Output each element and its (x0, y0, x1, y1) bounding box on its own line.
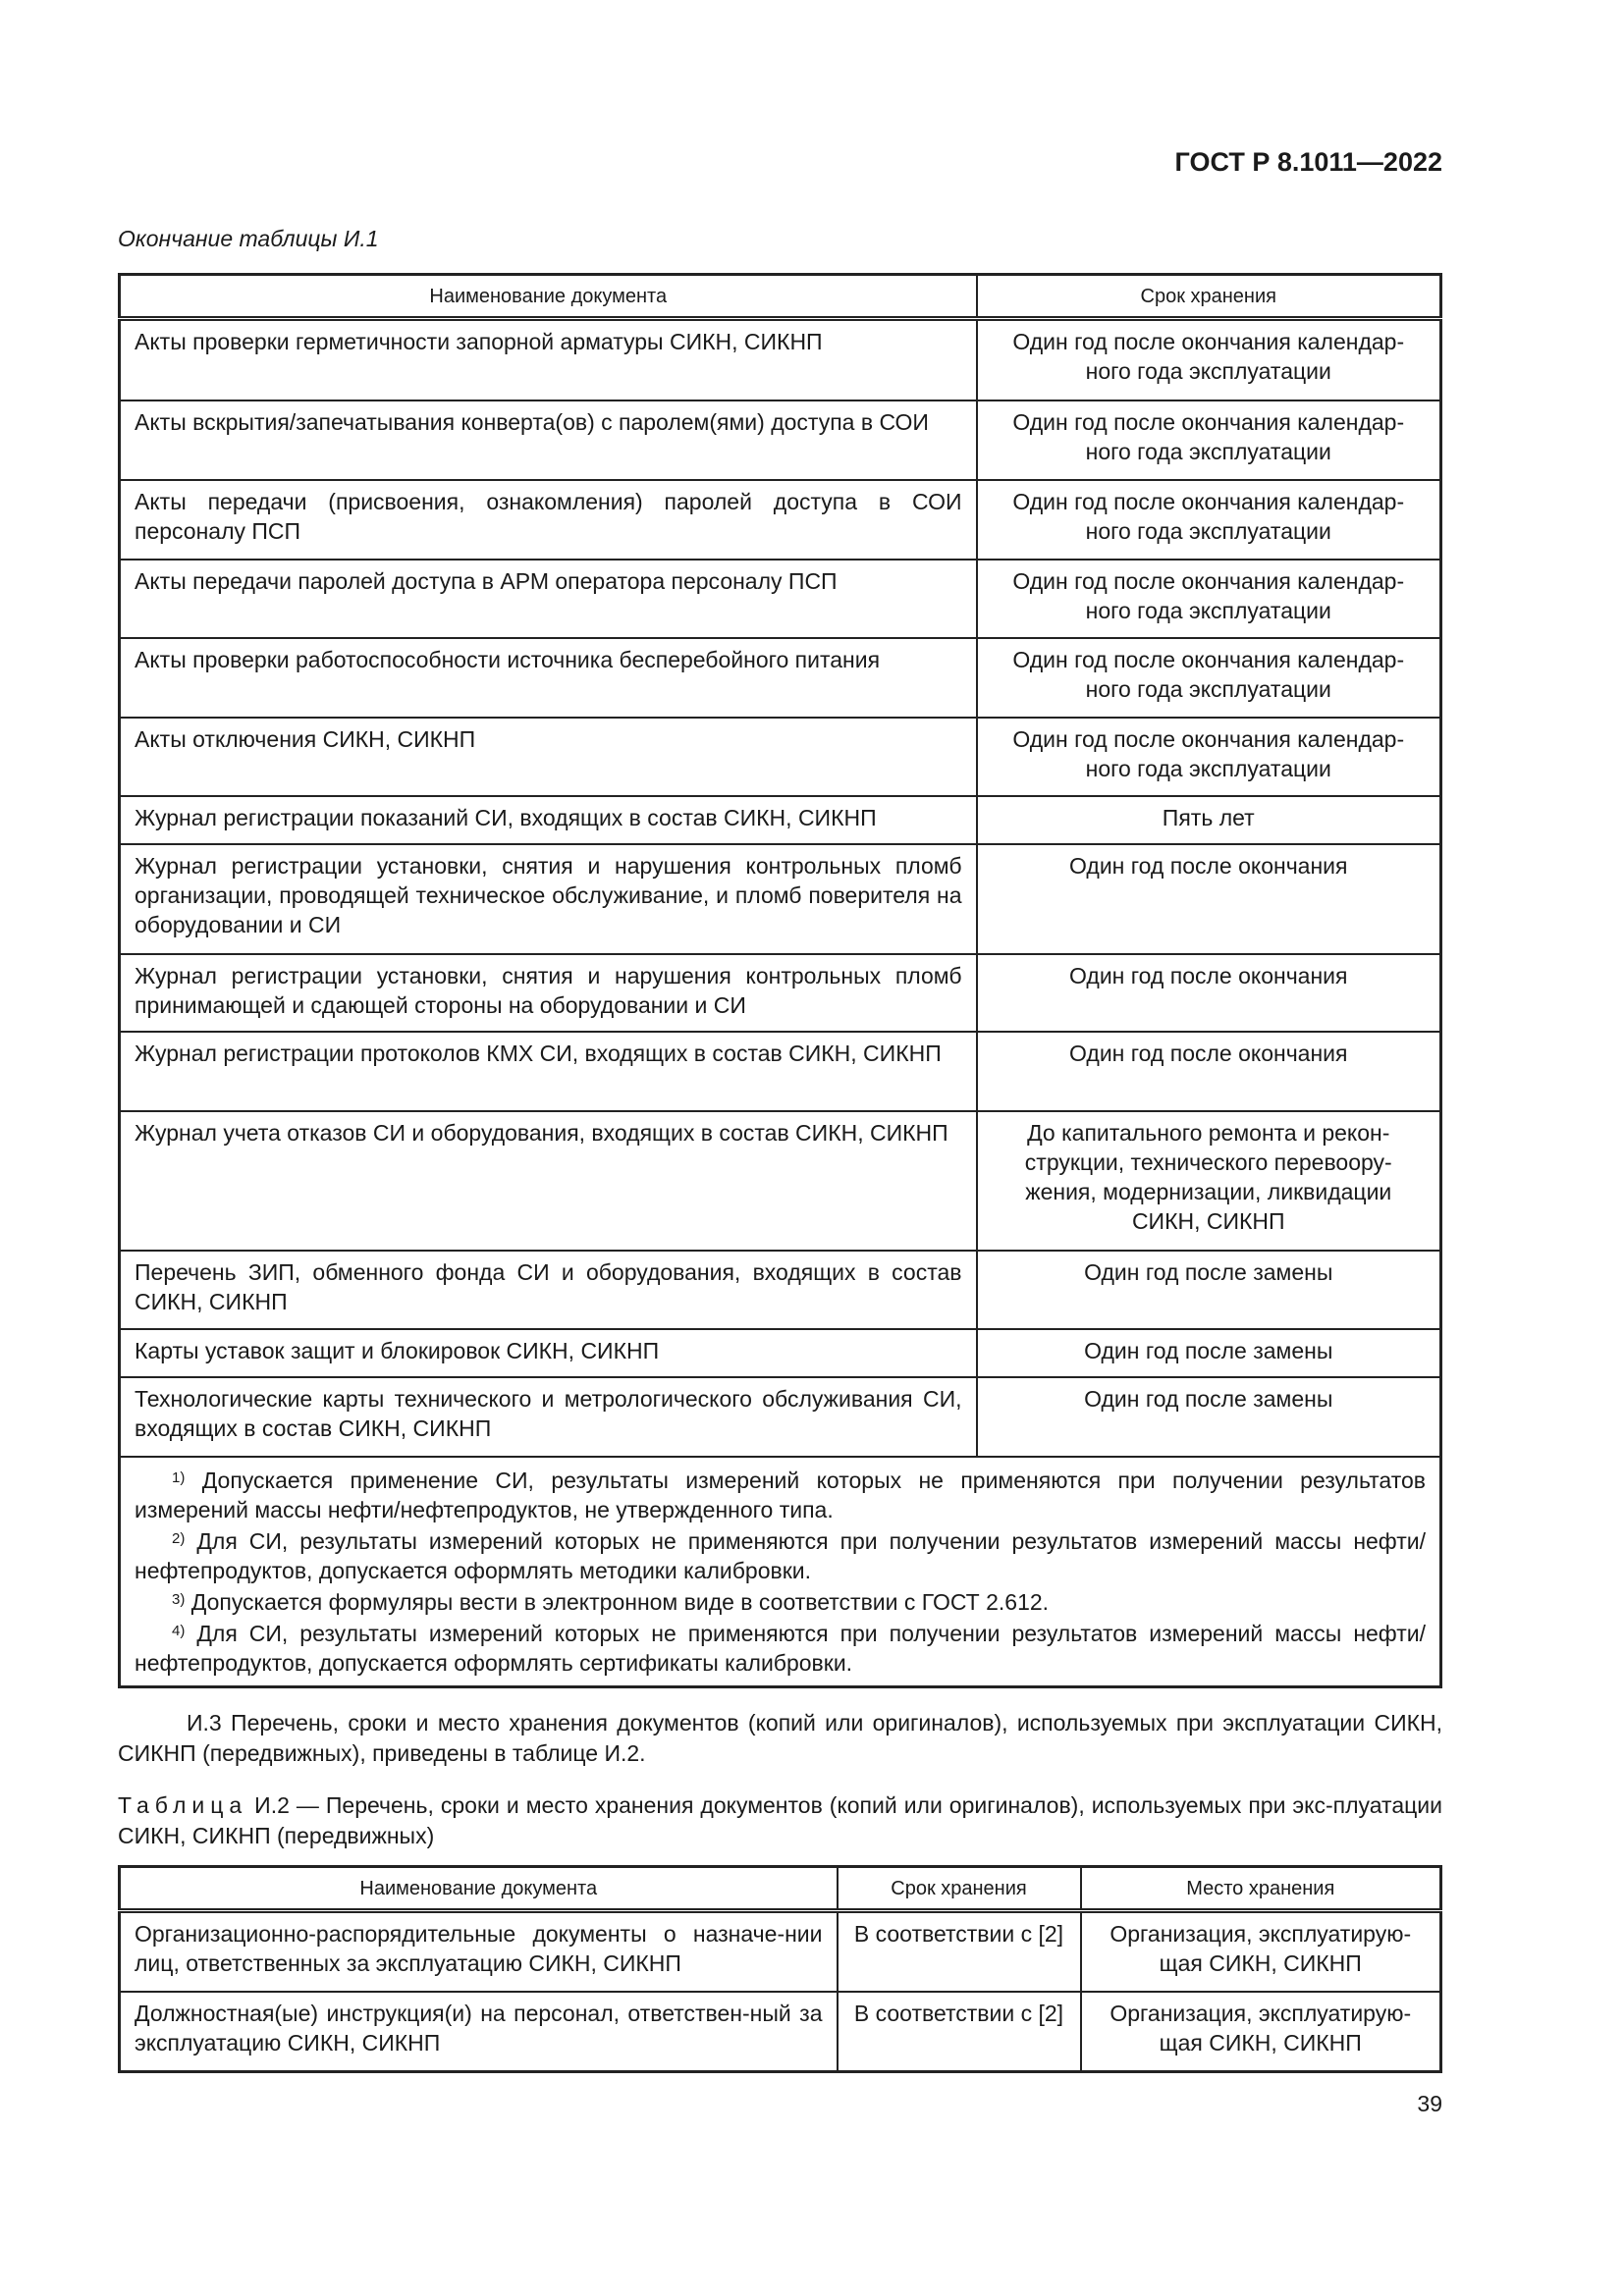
column-header-term: Срок хранения (977, 275, 1441, 319)
table-1 (118, 273, 1442, 1688)
document-name: Акты передачи паролей доступа в АРМ оператора персоналу ПСП (120, 560, 977, 638)
document-name: Перечень ЗИП, обменного фонда СИ и оборудования, входящих в состав СИКН, СИКНП (120, 1251, 977, 1329)
document-name: Карты уставок защит и блокировок СИКН, СИКНП (120, 1329, 977, 1377)
table-row (120, 400, 1441, 480)
table-2-caption (118, 1790, 1442, 1851)
retention-term: Один год после окончания календар-ного года эксплуатации (977, 560, 1441, 638)
table-row (120, 1032, 1441, 1111)
retention-term: Один год после окончания (977, 954, 1441, 1032)
retention-term: Один год после окончания (977, 844, 1441, 954)
document-name: Журнал регистрации протоколов КМХ СИ, входящих в состав СИКН, СИКНП (120, 1032, 977, 1111)
document-name: Журнал регистрации показаний СИ, входящих в состав СИКН, СИКНП (120, 796, 977, 844)
retention-term: Один год после замены (977, 1329, 1441, 1377)
footnote-mark: 2) (172, 1529, 186, 1547)
table-row (120, 954, 1441, 1032)
footnote-mark: 4) (172, 1622, 186, 1639)
document-name: Акты проверки работоспособности источника бесперебойного питания (120, 638, 977, 718)
footnote-text: Допускается формуляры вести в электронном виде в соответствии с ГОСТ 2.612. (190, 1588, 1050, 1615)
table-row (120, 638, 1441, 718)
footnote (135, 1617, 1426, 1678)
column-header-term: Срок хранения (838, 1867, 1081, 1911)
document-name: Акты проверки герметичности запорной арматуры СИКН, СИКНП (120, 319, 977, 400)
storage-place: Организация, эксплуатирую-щая СИКН, СИКНП (1081, 1992, 1441, 2072)
document-name: Журнал регистрации установки, снятия и нарушения контрольных пломб принимающей и сдающей стороны на оборудовании и СИ (120, 954, 977, 1032)
retention-term: Один год после окончания (977, 1032, 1441, 1111)
table-row (120, 796, 1441, 844)
retention-term: В соответствии с [2] (838, 1911, 1081, 1992)
table-row (120, 480, 1441, 560)
footnote-text: Для СИ, результаты измерений которых не применяются при получении результатов измерений массы нефти/нефтепродуктов, допускается оформлять методики калибровки. (135, 1527, 1426, 1583)
table-row (120, 1329, 1441, 1377)
paragraph-i3: И.3 Перечень, сроки и место хранения документов (копий или оригиналов), используемых при эксплуатации СИКН, СИКНП (передвижных), приведены в таблице И.2. (118, 1710, 1442, 1766)
table-2 (118, 1865, 1442, 2073)
table-continuation-label: Окончание таблицы И.1 (118, 226, 379, 251)
table-row (120, 1251, 1441, 1329)
footnote-mark: 3) (172, 1590, 186, 1608)
page-number: 39 (1417, 2091, 1442, 2116)
retention-term: До капитального ремонта и рекон-струкции, технического перевоору-жения, модернизации, ликвидации СИКН, СИКНП (977, 1111, 1441, 1251)
retention-term: В соответствии с [2] (838, 1992, 1081, 2072)
table-row (120, 1911, 1441, 1992)
table-row (120, 844, 1441, 954)
retention-term: Один год после окончания календар-ного года эксплуатации (977, 638, 1441, 718)
footnote (135, 1464, 1426, 1524)
table-row (120, 319, 1441, 400)
table-row (120, 1992, 1441, 2072)
document-code: ГОСТ Р 8.1011—2022 (1174, 147, 1442, 177)
retention-term: Пять лет (977, 796, 1441, 844)
document-name: Организационно-распорядительные документы о назначе-нии лиц, ответственных за эксплуатацию СИКН, СИКНП (120, 1911, 838, 1992)
footnote-text: Допускается применение СИ, результаты измерений которых не применяются при получении результатов измерений массы нефти/нефтепродуктов, не утвержденного типа. (135, 1467, 1426, 1522)
footnote (135, 1524, 1426, 1585)
retention-term: Один год после окончания календар-ного года эксплуатации (977, 480, 1441, 560)
document-name: Технологические карты технического и метрологического обслуживания СИ, входящих в состав СИКН, СИКНП (120, 1377, 977, 1457)
document-name: Должностная(ые) инструкция(и) на персонал, ответствен-ный за эксплуатацию СИКН, СИКНП (120, 1992, 838, 2072)
retention-term: Один год после окончания календар-ного года эксплуатации (977, 718, 1441, 796)
table-row (120, 560, 1441, 638)
document-name: Акты вскрытия/запечатывания конверта(ов) с паролем(ями) доступа в СОИ (120, 400, 977, 480)
table-row (120, 718, 1441, 796)
retention-term: Один год после замены (977, 1377, 1441, 1457)
table-row (120, 1377, 1441, 1457)
document-name: Журнал учета отказов СИ и оборудования, входящих в состав СИКН, СИКНП (120, 1111, 977, 1251)
document-name: Акты передачи (присвоения, ознакомления) паролей доступа в СОИ персоналу ПСП (120, 480, 977, 560)
retention-term: Один год после окончания календар-ного года эксплуатации (977, 400, 1441, 480)
footnote (135, 1585, 1426, 1617)
column-header-name: Наименование документа (120, 1867, 838, 1911)
table-row (120, 1111, 1441, 1251)
column-header-name: Наименование документа (120, 275, 977, 319)
retention-term: Один год после замены (977, 1251, 1441, 1329)
retention-term: Один год после окончания календар-ного года эксплуатации (977, 319, 1441, 400)
document-name: Журнал регистрации установки, снятия и нарушения контрольных пломб организации, проводящей техническое обслуживание, и пломб поверителя на оборудовании и СИ (120, 844, 977, 954)
caption-label: Таблица (118, 1792, 248, 1818)
column-header-place: Место хранения (1081, 1867, 1441, 1911)
document-name: Акты отключения СИКН, СИКНП (120, 718, 977, 796)
footnotes (120, 1457, 1441, 1687)
caption-text: И.2 — Перечень, сроки и место хранения документов (копий или оригиналов), используемых при экс-плуатации СИКН, СИКНП (передвижных) (118, 1792, 1442, 1848)
footnote-text: Для СИ, результаты измерений которых не применяются при получении результатов измерений массы нефти/нефтепродуктов, допускается оформлять сертификаты калибровки. (135, 1620, 1426, 1676)
storage-place: Организация, эксплуатирую-щая СИКН, СИКНП (1081, 1911, 1441, 1992)
footnote-mark: 1) (172, 1468, 186, 1486)
